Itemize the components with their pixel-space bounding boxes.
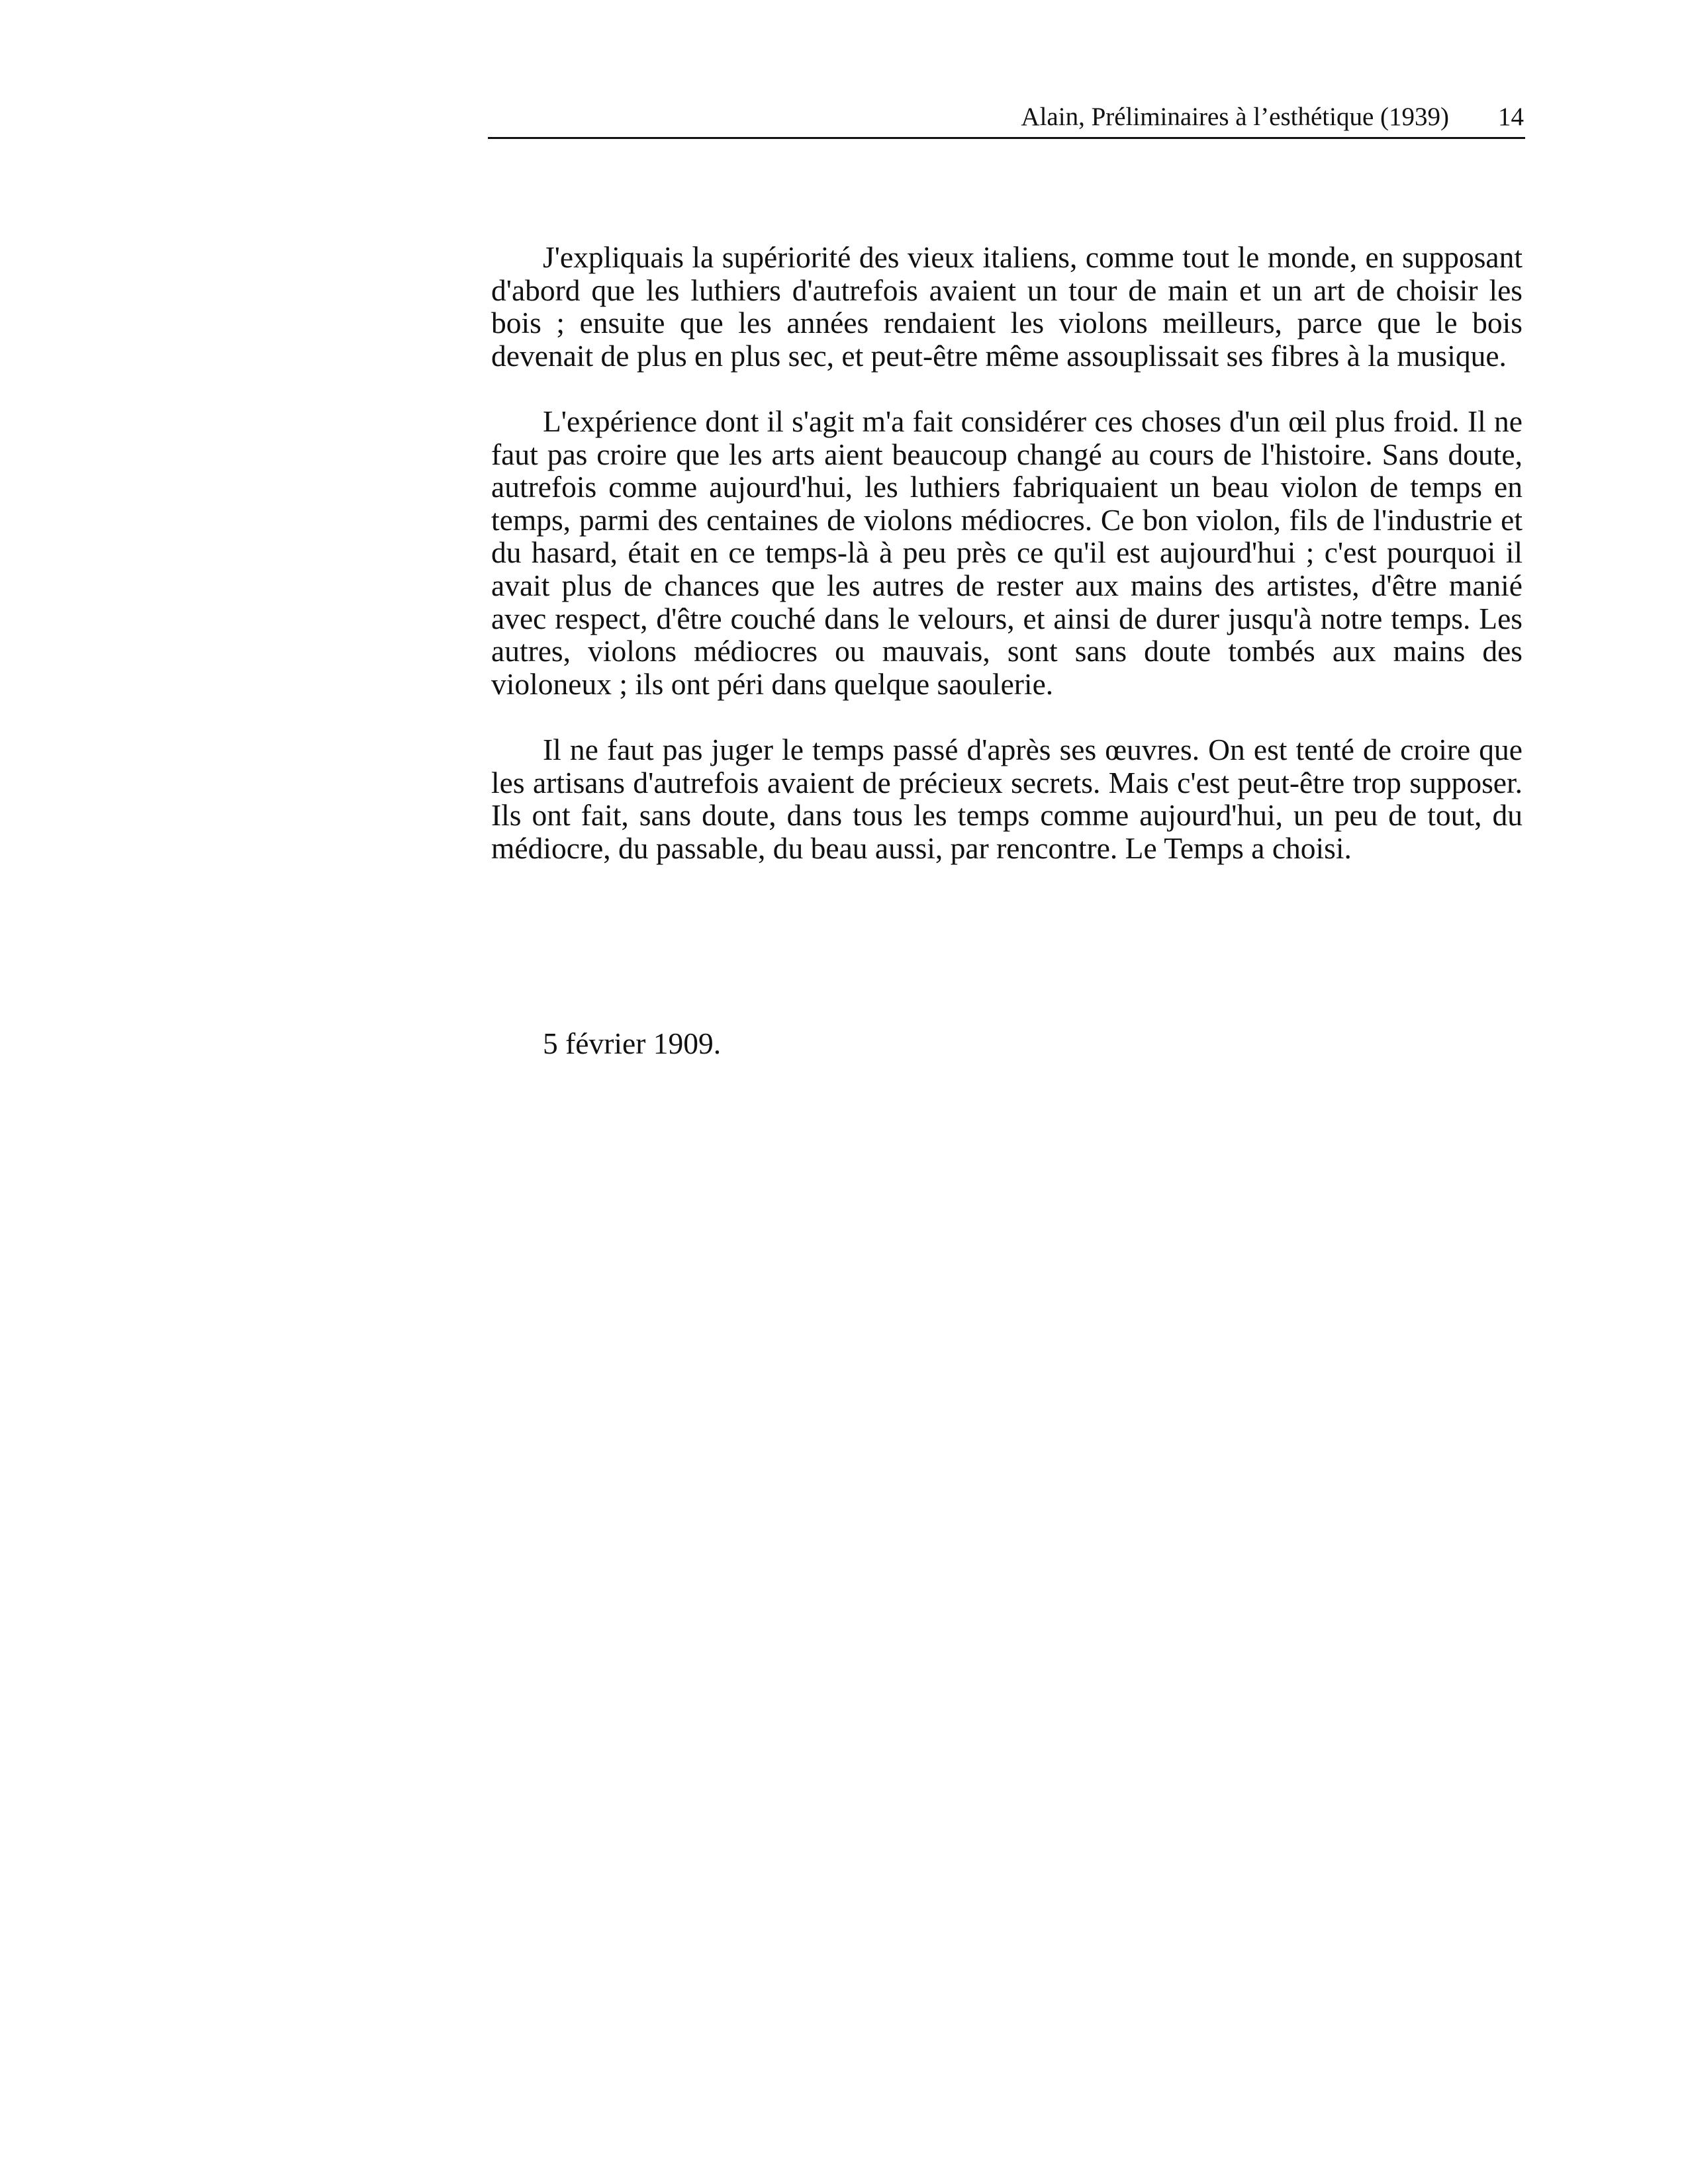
paragraph-1: J'expliquais la supériorité des vieux italiens, comme tout le monde, en supposant d'abord que les luthiers d'autrefois avaient un tour de main et un art de choisir les bois ; ensuite que les années rendaient les violons meilleurs, parce que le bois devenait de plus en plus sec, et peut-être même assouplissait ses fibres à la musique.	[491, 240, 1523, 373]
paragraph-3: Il ne faut pas juger le temps passé d'après ses œuvres. On est tenté de croire que les artisans d'autrefois avaient de précieux secrets. Mais c'est peut-être trop supposer. Ils ont fait, sans doute, dans tous les temps comme aujourd'hui, un peu de tout, du médiocre, du passable, du beau aussi, par rencontre. Le Temps a choisi.	[491, 732, 1523, 865]
header-title: Alain, Préliminaires à l’esthétique (1939)	[1021, 103, 1449, 131]
header-rule	[488, 137, 1525, 139]
running-header	[488, 98, 1525, 136]
dateline: 5 février 1909.	[543, 1026, 722, 1060]
body-text	[491, 241, 1523, 897]
page-number: 14	[1498, 103, 1524, 131]
paragraph-2: L'expérience dont il s'agit m'a fait considérer ces choses d'un œil plus froid. Il ne faut pas croire que les arts aient beaucoup changé au cours de l'histoire. Sans doute, autrefois comme aujourd'hui, les luthiers fabriquaient un beau violon de temps en temps, parmi des centaines de violons médiocres. Ce bon violon, fils de l'industrie et du hasard, était en ce temps-là à peu près ce qu'il est aujourd'hui ; c'est pourquoi il avait plus de chances que les autres de rester aux mains des artistes, d'être manié avec respect, d'être couché dans le velours, et ainsi de durer jusqu'à notre temps. Les autres, violons médiocres ou mauvais, sont sans doute tombés aux mains des violoneux ; ils ont péri dans quelque saoulerie.	[491, 404, 1523, 701]
